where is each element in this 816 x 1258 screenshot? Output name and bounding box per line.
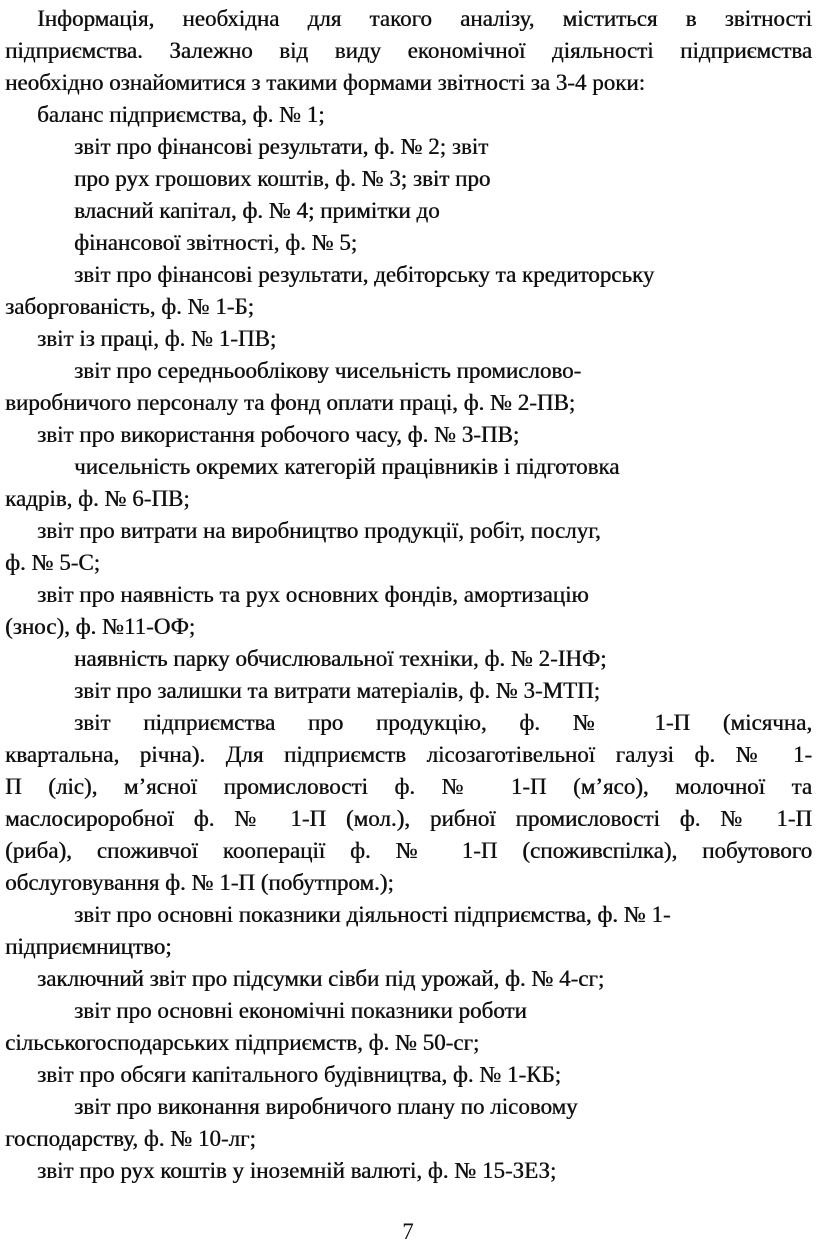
text-line: звіт про основні показники діяльності підприємства, ф. № 1- [74, 902, 671, 927]
text-line: звіт про наявність та рух основних фондів, амортизацію [37, 582, 589, 607]
text-line: баланс підприємства, ф. № 1; [37, 102, 325, 127]
text-line: заключний звіт про підсумки сівби під урожай, ф. № 4-сг; [37, 966, 605, 991]
text-line: звіт із праці, ф. № 1-ПВ; [37, 326, 277, 351]
text-line: квартальна, річна). Для підприємств лісозаготівельної галузі ф. № 1- [5, 742, 812, 767]
text-line: про рух грошових коштів, ф. № 3; звіт про [74, 166, 491, 191]
page-number: 7 [402, 1219, 414, 1244]
text-line: звіт про використання робочого часу, ф. № 3-ПВ; [37, 422, 520, 447]
text-line: кадрів, ф. № 6-ПВ; [5, 486, 190, 511]
text-line: підприємництво; [5, 934, 172, 959]
text-line: заборгованість, ф. № 1-Б; [5, 294, 254, 319]
text-line: Інформація, необхідна для такого аналізу, міститься в звітності [37, 6, 812, 31]
text-line: сільськогосподарських підприємств, ф. № 50-сг; [5, 1030, 480, 1055]
text-line: наявність парку обчислювальної техніки, ф. № 2-ІНФ; [74, 646, 607, 671]
text-line: П (ліс), м’ясної промисловості ф. № 1-П (м’ясо), молочної та [5, 774, 812, 799]
text-line: (знос), ф. №11-ОФ; [5, 614, 196, 639]
text-line: маслосироробної ф. № 1-П (мол.), рибної промисловості ф. № 1-П [5, 806, 812, 831]
text-line: (риба), споживчої кооперації ф. № 1-П (споживспілка), побутового [5, 838, 812, 863]
text-line: звіт про залишки та витрати матеріалів, ф. № 3-МТП; [74, 678, 600, 703]
text-line: звіт про середньооблікову чисельність промислово- [74, 358, 582, 383]
text-line: чисельність окремих категорій працівників і підготовка [74, 454, 620, 479]
text-line: звіт про фінансові результати, дебіторську та кредиторську [74, 262, 655, 287]
text-line: звіт про виконання виробничого плану по лісовому [74, 1094, 578, 1119]
text-line: звіт про витрати на виробництво продукції, робіт, послуг, [37, 518, 601, 543]
text-line: обслуговування ф. № 1-П (побутпром.); [5, 870, 394, 895]
text-line: звіт про основні економічні показники роботи [74, 998, 527, 1023]
text-line: виробничого персоналу та фонд оплати праці, ф. № 2-ПВ; [5, 390, 576, 415]
text-line: власний капітал, ф. № 4; примітки до [74, 198, 440, 223]
text-line: ф. № 5-С; [5, 550, 100, 575]
text-line: підприємства. Залежно від виду економічної діяльності підприємства [5, 38, 812, 63]
text-line: звіт про фінансові результати, ф. № 2; звіт [74, 134, 489, 159]
text-line: необхідно ознайомитися з такими формами звітності за 3-4 роки: [5, 70, 645, 95]
text-line: звіт підприємства про продукцію, ф. № 1-П (місячна, [74, 710, 812, 735]
text-line: господарству, ф. № 10-лг; [5, 1126, 256, 1151]
text-line: звіт про обсяги капітального будівництва, ф. № 1-КБ; [37, 1062, 562, 1087]
text-line: звіт про рух коштів у іноземній валюті, ф. № 15-ЗЕЗ; [37, 1158, 557, 1183]
text-line: фінансової звітності, ф. № 5; [74, 230, 358, 255]
